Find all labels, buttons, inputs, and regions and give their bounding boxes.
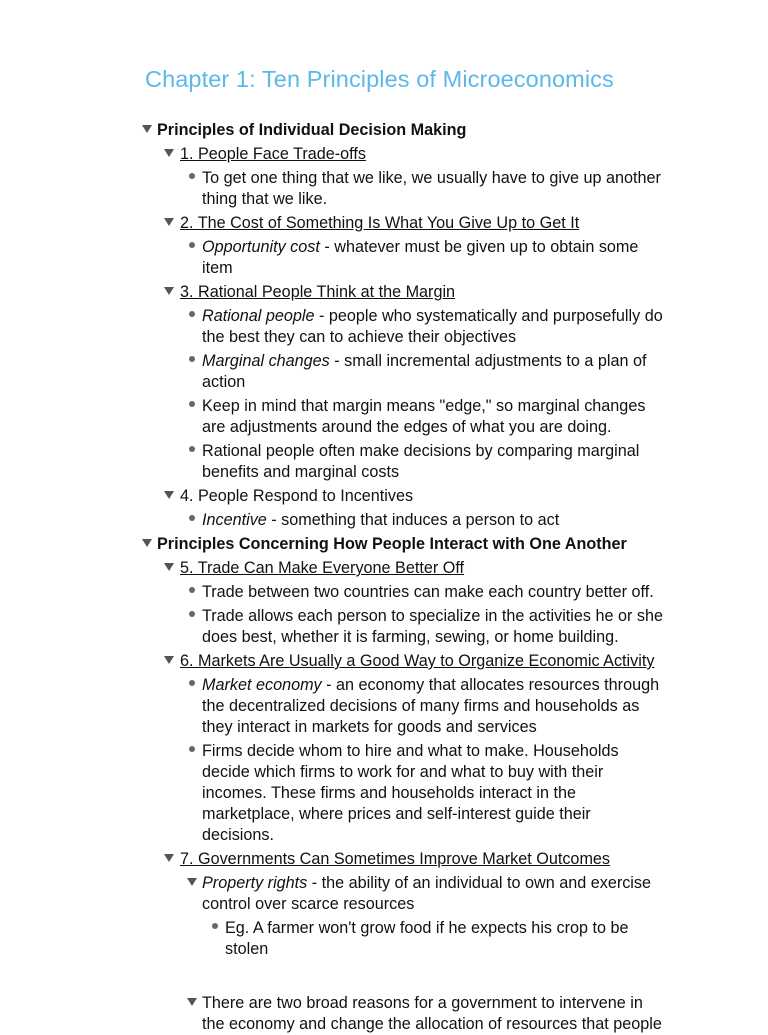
disclosure-triangle-icon[interactable] bbox=[164, 213, 174, 226]
bullet-item: Eg. A farmer won't grow food if he expects his crop to be stolen bbox=[0, 918, 768, 960]
disclosure-triangle-icon[interactable] bbox=[164, 558, 174, 571]
bullet-item: Rational people - people who systematically and purposefully do the best they can to achieve their objectives bbox=[0, 306, 768, 348]
term: Market economy bbox=[202, 676, 322, 694]
principle-item[interactable]: 3. Rational People Think at the Margin bbox=[0, 282, 768, 303]
term: Incentive bbox=[202, 511, 267, 529]
bullet-icon bbox=[189, 741, 195, 752]
disclosure-triangle-icon[interactable] bbox=[164, 144, 174, 157]
sub-item[interactable]: Property rights - the ability of an individual to own and exercise control over scarce resources bbox=[0, 873, 768, 915]
bullet-icon bbox=[189, 237, 195, 248]
disclosure-triangle-icon[interactable] bbox=[187, 873, 197, 886]
bullet-icon bbox=[189, 606, 195, 617]
bullet-icon bbox=[189, 510, 195, 521]
disclosure-triangle-icon[interactable] bbox=[164, 486, 174, 499]
bullet-item: To get one thing that we like, we usually have to give up another thing that we like. bbox=[0, 168, 768, 210]
bullet-item: Firms decide whom to hire and what to make. Households decide which firms to work for and what to buy with their incomes. These firms and households interact in the marketplace, where prices and self-interest guide their decisions. bbox=[0, 741, 768, 846]
bullet-icon bbox=[189, 168, 195, 179]
bullet-icon bbox=[189, 351, 195, 362]
principle-item[interactable]: 4. People Respond to Incentives bbox=[0, 486, 768, 507]
principle-item[interactable]: 2. The Cost of Something Is What You Give Up to Get It bbox=[0, 213, 768, 234]
term: Opportunity cost bbox=[202, 238, 320, 256]
section-heading[interactable]: Principles of Individual Decision Making bbox=[0, 120, 768, 141]
outline bbox=[0, 120, 768, 1035]
principle-item[interactable]: 1. People Face Trade-offs bbox=[0, 144, 768, 165]
disclosure-triangle-icon[interactable] bbox=[164, 849, 174, 862]
bullet-icon bbox=[189, 396, 195, 407]
bullet-icon bbox=[189, 306, 195, 317]
disclosure-triangle-icon[interactable] bbox=[164, 282, 174, 295]
bullet-item: Marginal changes - small incremental adjustments to a plan of action bbox=[0, 351, 768, 393]
bullet-item: Rational people often make decisions by comparing marginal benefits and marginal costs bbox=[0, 441, 768, 483]
bullet-item: Trade allows each person to specialize in the activities he or she does best, whether it is farming, sewing, or home building. bbox=[0, 606, 768, 648]
sub-item[interactable]: There are two broad reasons for a government to intervene in the economy and change the allocation of resources that people bbox=[0, 993, 768, 1035]
section-heading[interactable]: Principles Concerning How People Interact with One Another bbox=[0, 534, 768, 555]
disclosure-triangle-icon[interactable] bbox=[187, 993, 197, 1006]
disclosure-triangle-icon[interactable] bbox=[164, 651, 174, 664]
principle-item[interactable]: 7. Governments Can Sometimes Improve Market Outcomes bbox=[0, 849, 768, 870]
bullet-icon bbox=[189, 582, 195, 593]
principle-item[interactable]: 6. Markets Are Usually a Good Way to Organize Economic Activity bbox=[0, 651, 768, 672]
bullet-item: Opportunity cost - whatever must be given up to obtain some item bbox=[0, 237, 768, 279]
bullet-icon bbox=[212, 918, 218, 929]
bullet-icon bbox=[189, 675, 195, 686]
bullet-item: Trade between two countries can make each country better off. bbox=[0, 582, 768, 603]
bullet-item: Keep in mind that margin means "edge," so marginal changes are adjustments around the edges of what you are doing. bbox=[0, 396, 768, 438]
term: Property rights bbox=[202, 874, 308, 892]
term: Marginal changes bbox=[202, 352, 330, 370]
bullet-item: Incentive - something that induces a person to act bbox=[0, 510, 768, 531]
term: Rational people bbox=[202, 307, 315, 325]
page-title: Chapter 1: Ten Principles of Microeconomics bbox=[145, 66, 614, 92]
bullet-icon bbox=[189, 441, 195, 452]
disclosure-triangle-icon[interactable] bbox=[142, 534, 152, 547]
principle-item[interactable]: 5. Trade Can Make Everyone Better Off bbox=[0, 558, 768, 579]
bullet-item: Market economy - an economy that allocates resources through the decentralized decisions of many firms and households as they interact in markets for goods and services bbox=[0, 675, 768, 738]
disclosure-triangle-icon[interactable] bbox=[142, 120, 152, 133]
